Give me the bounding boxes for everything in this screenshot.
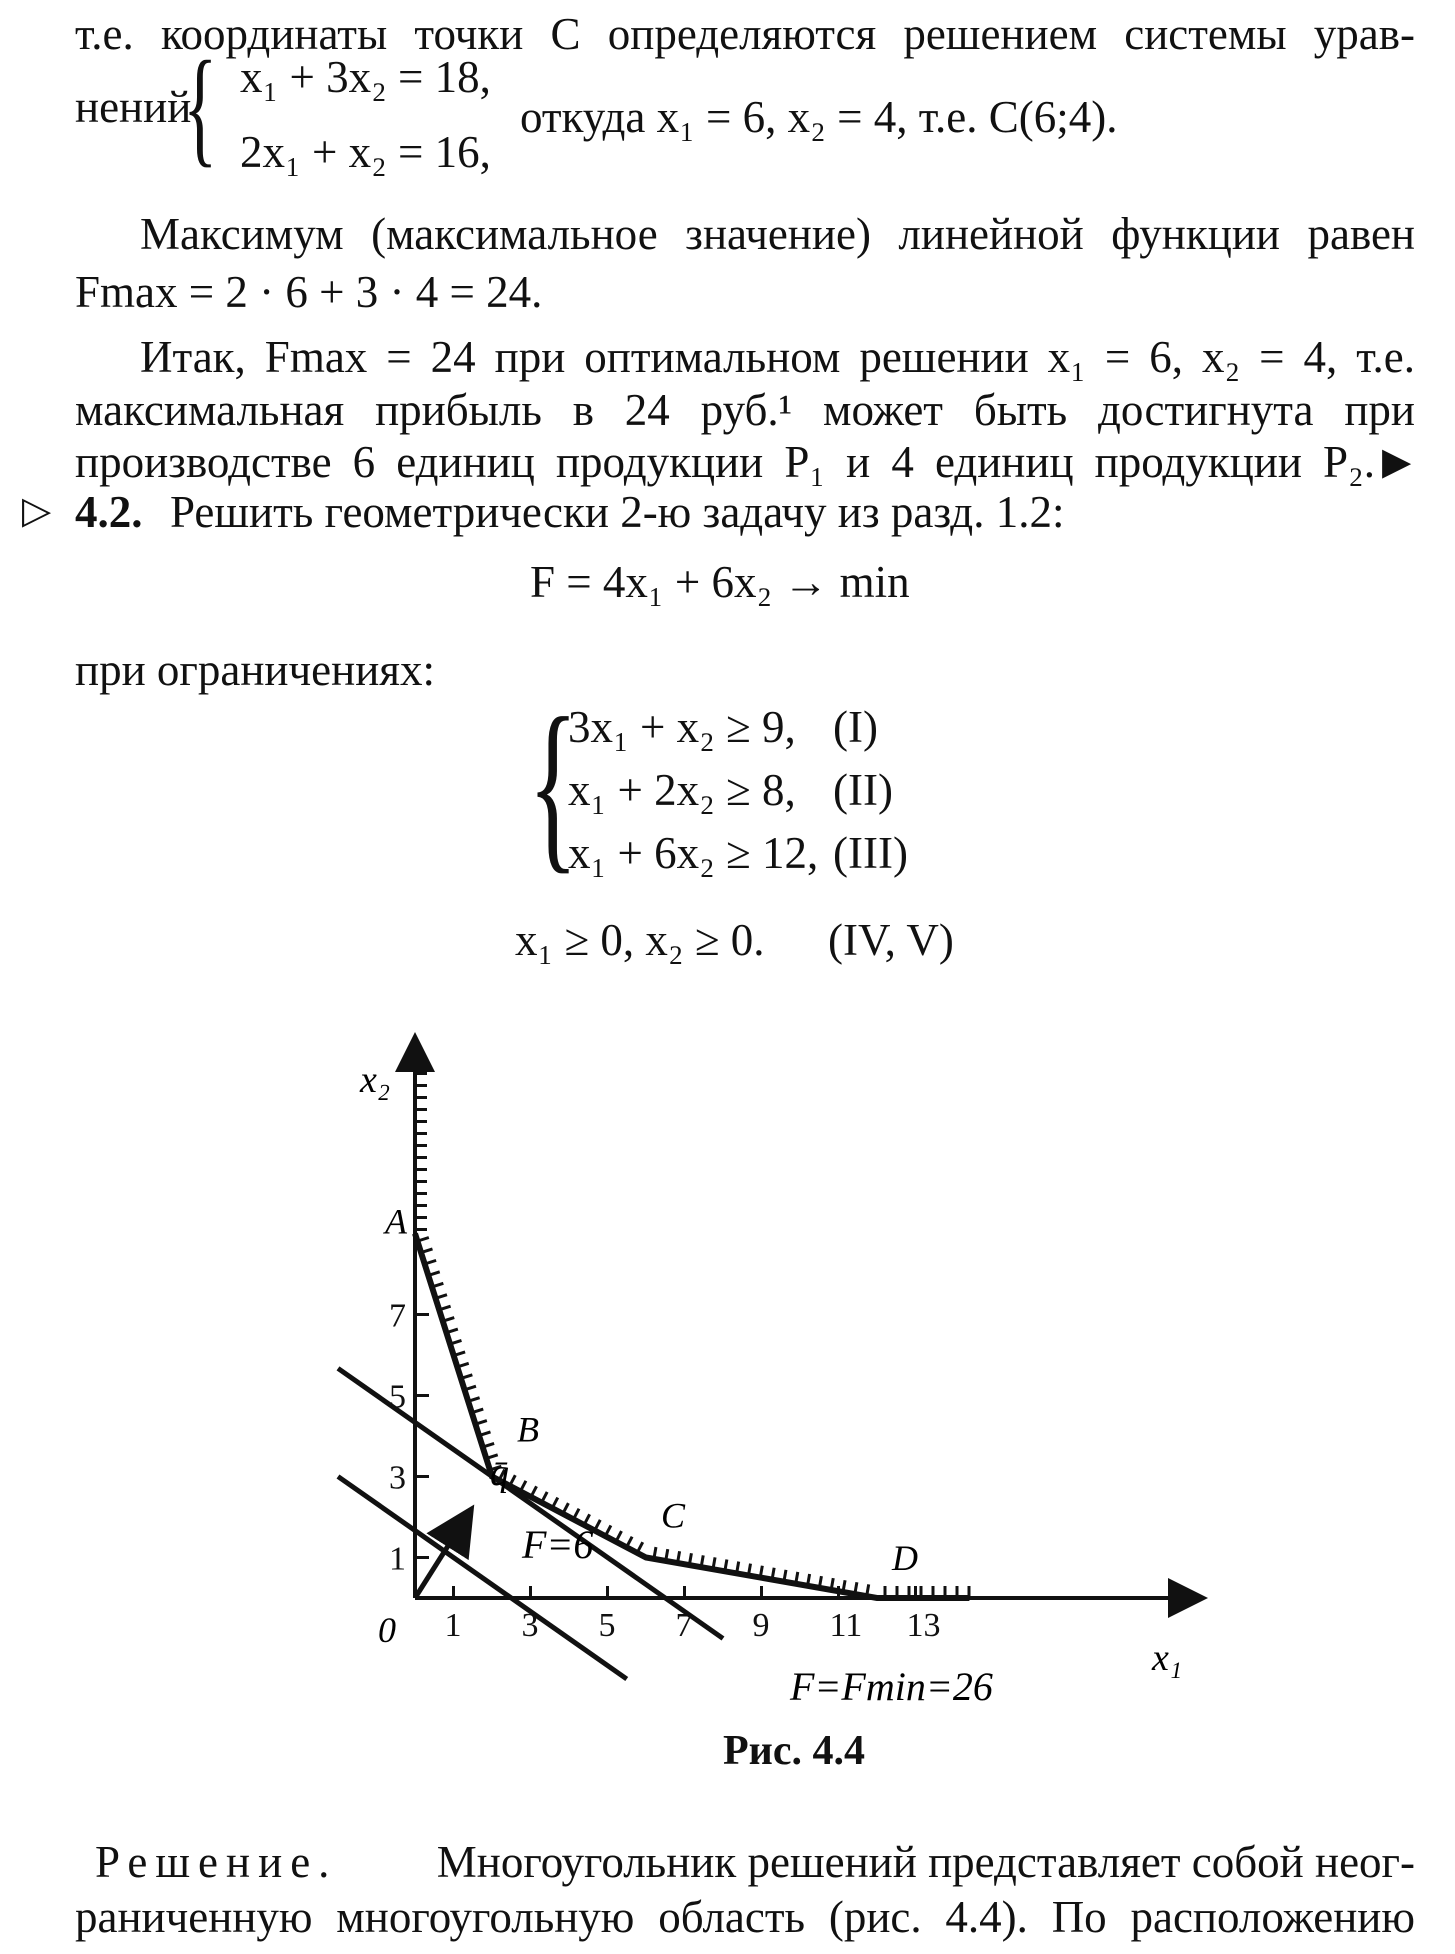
nonneg-constraint: x₁ ≥ 0, x₂ ≥ 0.: [515, 915, 765, 965]
constraint-label: (II): [833, 765, 893, 815]
constraint-label: (IV, V): [828, 915, 954, 965]
point-c-label: C: [661, 1495, 686, 1536]
constraint: x₁ + 2x₂ ≥ 8,: [568, 765, 796, 815]
gradient-vector: [415, 1513, 469, 1598]
end-marker-icon: ▶: [1382, 441, 1412, 483]
y-tick-label: 1: [389, 1540, 406, 1578]
constraint-label: (III): [833, 828, 908, 878]
hatch-mark: [748, 1564, 750, 1576]
hatch-mark: [819, 1576, 821, 1588]
figure-caption: Рис. 4.4: [723, 1728, 865, 1774]
point-b-label: B: [517, 1409, 539, 1450]
x-tick-label: 13: [906, 1607, 941, 1644]
hatch-mark: [701, 1555, 703, 1567]
y-tick-label: 3: [389, 1459, 406, 1497]
text-line: Итак, Fmax = 24 при оптимальном решении x₁ = 6, x₂ = 4, т.е.: [140, 332, 1415, 382]
x-tick-label: 9: [752, 1607, 770, 1644]
text-span: Многоугольник решений представляет собой неог-: [436, 1837, 1415, 1887]
text-line: нений: [75, 82, 192, 132]
x-tick-label: 11: [829, 1607, 863, 1644]
origin-label: 0: [378, 1610, 396, 1650]
text-line: раниченную многоугольную область (рис. 4.4). По расположению: [75, 1892, 1415, 1942]
task-marker-icon: ▷: [22, 490, 52, 532]
hatch-mark: [808, 1574, 810, 1586]
constraint-label: (I): [833, 702, 878, 752]
equation: 2x₁ + x₂ = 16,: [240, 127, 491, 177]
hatch-mark: [666, 1549, 668, 1561]
x-tick-label: 5: [598, 1607, 616, 1644]
hatch-mark: [689, 1553, 691, 1565]
vector-label: q̄: [490, 1452, 509, 1494]
hatch-mark: [784, 1570, 786, 1582]
hatch-mark: [760, 1566, 762, 1578]
solution-word: Решение.: [95, 1837, 338, 1887]
x-tick-label: 7: [675, 1607, 693, 1644]
hatch-mark: [843, 1580, 845, 1592]
hatch-mark: [796, 1572, 798, 1584]
hatch-mark: [867, 1584, 869, 1596]
text-line: производстве 6 единиц продукции P₁ и 4 единиц продукции P₂.: [75, 437, 1375, 487]
level-label-f6: F=6: [522, 1522, 594, 1567]
y-tick-label: 5: [389, 1378, 406, 1416]
text-line: при ограничениях:: [75, 645, 435, 695]
system-brace: {: [183, 35, 218, 179]
hatch-mark: [855, 1582, 857, 1594]
hatch-mark: [737, 1562, 739, 1574]
x-tick-label: 3: [521, 1607, 539, 1644]
hatch-mark: [725, 1559, 727, 1571]
task-number: 4.2.: [75, 487, 143, 537]
text-line: [95, 1837, 1415, 1887]
equation: x₁ + 3x₂ = 18,: [240, 52, 491, 102]
hatch-mark: [772, 1568, 774, 1580]
y-tick-label: 7: [389, 1297, 406, 1335]
feasible-boundary: [415, 1234, 969, 1599]
x-tick-label: 1: [444, 1607, 462, 1644]
objective-function: F = 4x₁ + 6x₂ → min: [530, 557, 910, 607]
x-axis-label: x₁: [1152, 1637, 1183, 1679]
text-line: откуда x₁ = 6, x₂ = 4, т.е. C(6;4).: [520, 92, 1118, 142]
text-line: максимальная прибыль в 24 руб.¹ может быть достигнута при: [75, 385, 1415, 435]
text-line: Fmax = 2 · 6 + 3 · 4 = 24.: [75, 267, 543, 317]
level-label-fmin: F=Fmin=26: [790, 1664, 993, 1709]
task-text: Решить геометрически 2-ю задачу из разд. 1.2:: [170, 487, 1065, 537]
point-a-label: A: [385, 1201, 407, 1242]
hatch-mark: [678, 1551, 680, 1563]
system-brace: {: [528, 680, 579, 890]
text-line: Максимум (максимальное значение) линейной функции равен: [140, 209, 1415, 259]
hatch-mark: [831, 1578, 833, 1590]
constraint: x₁ + 6x₂ ≥ 12,: [568, 828, 819, 878]
y-axis-label: x₂: [360, 1059, 391, 1101]
point-d-label: D: [892, 1538, 918, 1578]
hatch-mark: [713, 1557, 715, 1569]
figure-4-4: [300, 1030, 1220, 1750]
hatch-mark: [654, 1547, 656, 1559]
constraint: 3x₁ + x₂ ≥ 9,: [568, 702, 796, 752]
text-line: т.е. координаты точки C определяются решением системы урав-: [75, 9, 1415, 59]
